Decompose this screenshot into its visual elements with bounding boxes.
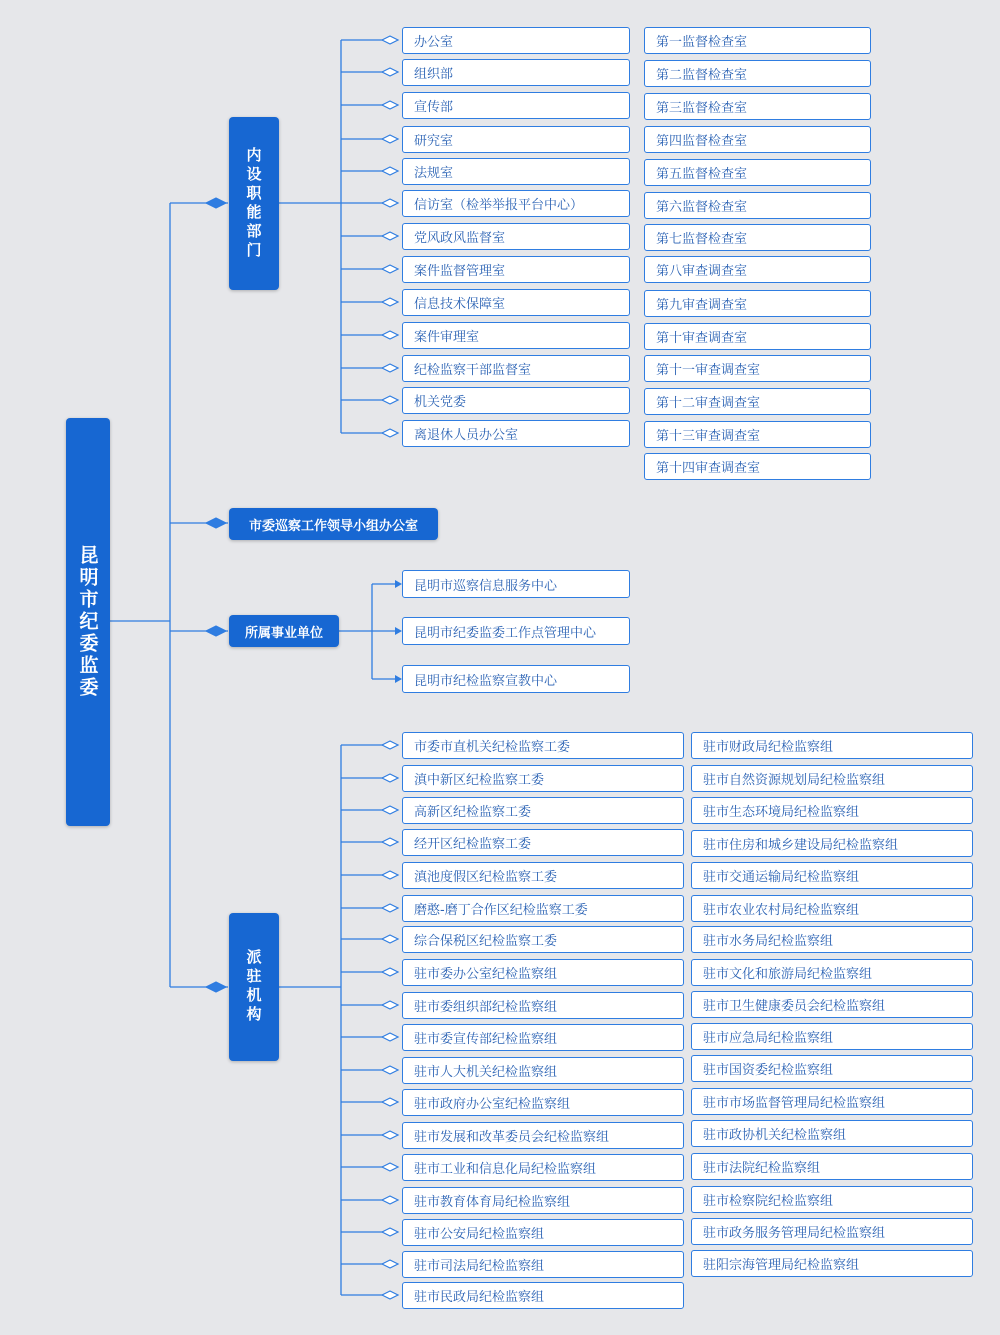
leaf-diamond-icon bbox=[382, 265, 398, 273]
leaf-label: 党风政风监督室 bbox=[414, 231, 506, 246]
supervision-room-item[interactable] bbox=[644, 323, 871, 350]
leaf-diamond-icon bbox=[382, 364, 398, 372]
leaf-diamond-icon bbox=[382, 429, 398, 437]
leaf-label: 驻市委办公室纪检监察组 bbox=[414, 967, 558, 982]
supervision-room-item[interactable] bbox=[644, 290, 871, 317]
leaf-label: 驻市财政局纪检监察组 bbox=[703, 740, 834, 755]
leaf-label: 综合保税区纪检监察工委 bbox=[414, 934, 558, 949]
leaf-diamond-icon bbox=[382, 1098, 398, 1106]
supervision-room-item[interactable] bbox=[644, 421, 871, 448]
dispatched-agency-item[interactable] bbox=[402, 797, 684, 824]
leaf-label: 办公室 bbox=[414, 35, 454, 50]
branch-diamond-icon bbox=[206, 198, 226, 208]
leaf-diamond-icon bbox=[382, 968, 398, 976]
dispatched-agency-item[interactable] bbox=[691, 830, 973, 857]
dispatched-agency-item[interactable] bbox=[402, 926, 684, 953]
leaf-label: 法规室 bbox=[414, 166, 454, 181]
internal-dept-item[interactable] bbox=[402, 27, 630, 54]
dispatched-agency-item[interactable] bbox=[691, 732, 973, 759]
dispatched-agency-item[interactable] bbox=[402, 992, 684, 1019]
leaf-label: 第六监督检查室 bbox=[656, 200, 748, 215]
leaf-diamond-icon bbox=[382, 774, 398, 782]
leaf-label: 第五监督检查室 bbox=[656, 167, 748, 182]
leaf-diamond-icon bbox=[382, 1033, 398, 1041]
leaf-label: 驻市农业农村局纪检监察组 bbox=[703, 903, 860, 918]
leaf-label: 昆明市纪委监委工作点管理中心 bbox=[414, 625, 597, 641]
leaf-diamond-icon bbox=[382, 167, 398, 175]
dispatched-agency-item[interactable] bbox=[691, 926, 973, 953]
leaf-label: 第十四审查调查室 bbox=[656, 461, 761, 476]
internal-dept-item[interactable] bbox=[402, 420, 630, 447]
internal-dept-item[interactable] bbox=[402, 92, 630, 119]
leaf-label: 第一监督检查室 bbox=[656, 35, 748, 50]
leaf-label: 驻市司法局纪检监察组 bbox=[414, 1259, 545, 1274]
internal-dept-item[interactable] bbox=[402, 289, 630, 316]
dispatched-agency-item[interactable] bbox=[402, 1282, 684, 1309]
leaf-label: 第二监督检查室 bbox=[656, 68, 748, 83]
internal-dept-item[interactable] bbox=[402, 158, 630, 185]
dispatched-agency-item[interactable] bbox=[402, 1154, 684, 1181]
affiliated-unit-item[interactable] bbox=[402, 665, 630, 693]
leaf-label: 纪检监察干部监督室 bbox=[414, 363, 532, 378]
dispatched-agency-item[interactable] bbox=[402, 1187, 684, 1214]
internal-dept-item[interactable] bbox=[402, 355, 630, 382]
dispatched-agency-item[interactable] bbox=[691, 797, 973, 824]
internal-dept-item[interactable] bbox=[402, 126, 630, 153]
arrow-connector-icon bbox=[395, 627, 402, 635]
supervision-room-item[interactable] bbox=[644, 224, 871, 251]
leaf-diamond-icon bbox=[382, 1001, 398, 1009]
dispatched-agency-item[interactable] bbox=[402, 959, 684, 986]
dispatched-agency-item[interactable] bbox=[402, 1024, 684, 1051]
dispatched-agency-item[interactable] bbox=[691, 862, 973, 889]
leaf-label: 驻市水务局纪检监察组 bbox=[703, 934, 834, 949]
leaf-label: 研究室 bbox=[414, 134, 454, 149]
leaf-label: 驻阳宗海管理局纪检监察组 bbox=[703, 1258, 860, 1273]
leaf-label: 高新区纪检监察工委 bbox=[414, 805, 532, 820]
supervision-room-item[interactable] bbox=[644, 388, 871, 415]
leaf-diamond-icon bbox=[382, 935, 398, 943]
leaf-label: 驻市文化和旅游局纪检监察组 bbox=[703, 967, 873, 982]
internal-dept-item[interactable] bbox=[402, 387, 630, 414]
leaf-diamond-icon bbox=[382, 1131, 398, 1139]
leaf-label: 第四监督检查室 bbox=[656, 134, 748, 149]
leaf-label: 第三监督检查室 bbox=[656, 101, 748, 116]
dispatched-agency-item[interactable] bbox=[691, 1153, 973, 1180]
leaf-label: 第十二审查调查室 bbox=[656, 396, 761, 411]
leaf-label: 第十一审查调查室 bbox=[656, 363, 761, 378]
leaf-label: 驻市委宣传部纪检监察组 bbox=[414, 1032, 558, 1047]
leaf-label: 离退休人员办公室 bbox=[414, 428, 519, 443]
internal-dept-item[interactable] bbox=[402, 223, 630, 250]
leaf-label: 第十三审查调查室 bbox=[656, 429, 761, 444]
internal-dept-item[interactable] bbox=[402, 256, 630, 283]
dispatched-agency-item[interactable] bbox=[691, 765, 973, 792]
leaf-label: 驻市卫生健康委员会纪检监察组 bbox=[703, 999, 886, 1014]
leaf-diamond-icon bbox=[382, 1228, 398, 1236]
dispatched-agency-item[interactable] bbox=[691, 1218, 973, 1245]
leaf-diamond-icon bbox=[382, 1260, 398, 1268]
leaf-label: 昆明市巡察信息服务中心 bbox=[414, 578, 558, 594]
internal-dept-item[interactable] bbox=[402, 190, 630, 217]
leaf-label: 案件监督管理室 bbox=[414, 264, 506, 279]
leaf-label: 驻市住房和城乡建设局纪检监察组 bbox=[703, 838, 899, 853]
dispatched-agency-item[interactable] bbox=[402, 862, 684, 889]
leaf-diamond-icon bbox=[382, 396, 398, 404]
leaf-label: 经开区纪检监察工委 bbox=[414, 837, 532, 852]
dispatched-agency-item[interactable] bbox=[691, 895, 973, 922]
dispatched-agency-item[interactable] bbox=[691, 1186, 973, 1213]
leaf-diamond-icon bbox=[382, 1291, 398, 1299]
leaf-diamond-icon bbox=[382, 135, 398, 143]
leaf-label: 驻市工业和信息化局纪检监察组 bbox=[414, 1162, 597, 1177]
leaf-label: 驻市政务服务管理局纪检监察组 bbox=[703, 1226, 886, 1241]
leaf-label: 信访室（检举举报平台中心） bbox=[414, 198, 584, 213]
branch-inspection-office[interactable]: 市委巡察工作领导小组办公室 bbox=[229, 508, 438, 540]
leaf-label: 驻市公安局纪检监察组 bbox=[414, 1227, 545, 1242]
leaf-diamond-icon bbox=[382, 871, 398, 879]
dispatched-agency-item[interactable] bbox=[402, 765, 684, 792]
root-label: 昆明市纪委监委 bbox=[76, 545, 99, 699]
branch-diamond-icon bbox=[206, 626, 226, 636]
supervision-room-item[interactable] bbox=[644, 60, 871, 87]
leaf-label: 案件审理室 bbox=[414, 330, 480, 345]
leaf-label: 驻市发展和改革委员会纪检监察组 bbox=[414, 1130, 610, 1145]
leaf-label: 驻市市场监督管理局纪检监察组 bbox=[703, 1096, 886, 1111]
dispatched-agency-item[interactable] bbox=[691, 991, 973, 1018]
leaf-label: 滇中新区纪检监察工委 bbox=[414, 773, 545, 788]
leaf-label: 昆明市纪检监察宣教中心 bbox=[414, 673, 558, 689]
dispatched-agency-item[interactable] bbox=[402, 1122, 684, 1149]
leaf-diamond-icon bbox=[382, 741, 398, 749]
leaf-diamond-icon bbox=[382, 1196, 398, 1204]
leaf-label: 市委市直机关纪检监察工委 bbox=[414, 740, 571, 755]
affiliated-unit-item[interactable] bbox=[402, 617, 630, 645]
affiliated-unit-item[interactable] bbox=[402, 570, 630, 598]
leaf-label: 磨憨-磨丁合作区纪检监察工委 bbox=[414, 903, 588, 918]
supervision-room-item[interactable] bbox=[644, 27, 871, 54]
leaf-label: 第八审查调查室 bbox=[656, 264, 748, 279]
leaf-label: 驻市人大机关纪检监察组 bbox=[414, 1065, 558, 1080]
leaf-label: 驻市检察院纪检监察组 bbox=[703, 1194, 834, 1209]
leaf-diamond-icon bbox=[382, 199, 398, 207]
leaf-label: 第七监督检查室 bbox=[656, 232, 748, 247]
leaf-label: 滇池度假区纪检监察工委 bbox=[414, 870, 558, 885]
supervision-room-item[interactable] bbox=[644, 256, 871, 283]
supervision-room-item[interactable] bbox=[644, 93, 871, 120]
leaf-label: 驻市应急局纪检监察组 bbox=[703, 1031, 834, 1046]
leaf-label: 驻市政府办公室纪检监察组 bbox=[414, 1097, 571, 1112]
branch-diamond-icon bbox=[206, 982, 226, 992]
internal-dept-item[interactable] bbox=[402, 59, 630, 86]
leaf-label: 驻市委组织部纪检监察组 bbox=[414, 1000, 558, 1015]
leaf-diamond-icon bbox=[382, 68, 398, 76]
root-node[interactable] bbox=[66, 418, 110, 826]
branch-dispatched-agencies[interactable]: 派驻机构 bbox=[229, 913, 279, 1061]
dispatched-agency-item[interactable] bbox=[691, 1055, 973, 1082]
leaf-label: 驻市生态环境局纪检监察组 bbox=[703, 805, 860, 820]
dispatched-agency-item[interactable] bbox=[691, 959, 973, 986]
supervision-room-item[interactable] bbox=[644, 126, 871, 153]
supervision-room-item[interactable] bbox=[644, 159, 871, 186]
dispatched-agency-item[interactable] bbox=[691, 1023, 973, 1050]
leaf-diamond-icon bbox=[382, 298, 398, 306]
dispatched-agency-item[interactable] bbox=[402, 895, 684, 922]
leaf-diamond-icon bbox=[382, 838, 398, 846]
supervision-room-item[interactable] bbox=[644, 453, 871, 480]
supervision-room-item[interactable] bbox=[644, 355, 871, 382]
leaf-label: 组织部 bbox=[414, 67, 454, 82]
branch-affiliated-units[interactable]: 所属事业单位 bbox=[229, 615, 339, 647]
leaf-label: 驻市国资委纪检监察组 bbox=[703, 1063, 834, 1078]
leaf-diamond-icon bbox=[382, 101, 398, 109]
dispatched-agency-item[interactable] bbox=[691, 1250, 973, 1277]
leaf-diamond-icon bbox=[382, 1163, 398, 1171]
branch-internal-departments[interactable]: 内设职能部门 bbox=[229, 117, 279, 290]
dispatched-agency-item[interactable] bbox=[402, 1251, 684, 1278]
dispatched-agency-item[interactable] bbox=[402, 1057, 684, 1084]
leaf-diamond-icon bbox=[382, 904, 398, 912]
leaf-diamond-icon bbox=[382, 806, 398, 814]
internal-dept-item[interactable] bbox=[402, 322, 630, 349]
leaf-diamond-icon bbox=[382, 232, 398, 240]
dispatched-agency-item[interactable] bbox=[402, 732, 684, 759]
leaf-diamond-icon bbox=[382, 1066, 398, 1074]
leaf-label: 信息技术保障室 bbox=[414, 297, 506, 312]
leaf-label: 驻市政协机关纪检监察组 bbox=[703, 1128, 847, 1143]
leaf-label: 第九审查调查室 bbox=[656, 298, 748, 313]
leaf-label: 驻市民政局纪检监察组 bbox=[414, 1290, 545, 1305]
leaf-label: 宣传部 bbox=[414, 100, 454, 115]
leaf-label: 第十审查调查室 bbox=[656, 331, 748, 346]
leaf-label: 驻市自然资源规划局纪检监察组 bbox=[703, 773, 886, 788]
leaf-label: 驻市法院纪检监察组 bbox=[703, 1161, 821, 1176]
dispatched-agency-item[interactable] bbox=[402, 1219, 684, 1246]
arrow-connector-icon bbox=[395, 580, 402, 588]
dispatched-agency-item[interactable] bbox=[402, 829, 684, 856]
branch-diamond-icon bbox=[206, 518, 226, 528]
dispatched-agency-item[interactable] bbox=[691, 1088, 973, 1115]
leaf-diamond-icon bbox=[382, 36, 398, 44]
supervision-room-item[interactable] bbox=[644, 192, 871, 219]
leaf-label: 机关党委 bbox=[414, 395, 467, 410]
dispatched-agency-item[interactable] bbox=[691, 1120, 973, 1147]
leaf-label: 驻市教育体育局纪检监察组 bbox=[414, 1195, 571, 1210]
leaf-diamond-icon bbox=[382, 331, 398, 339]
dispatched-agency-item[interactable] bbox=[402, 1089, 684, 1116]
arrow-connector-icon bbox=[395, 675, 402, 683]
leaf-label: 驻市交通运输局纪检监察组 bbox=[703, 870, 860, 885]
